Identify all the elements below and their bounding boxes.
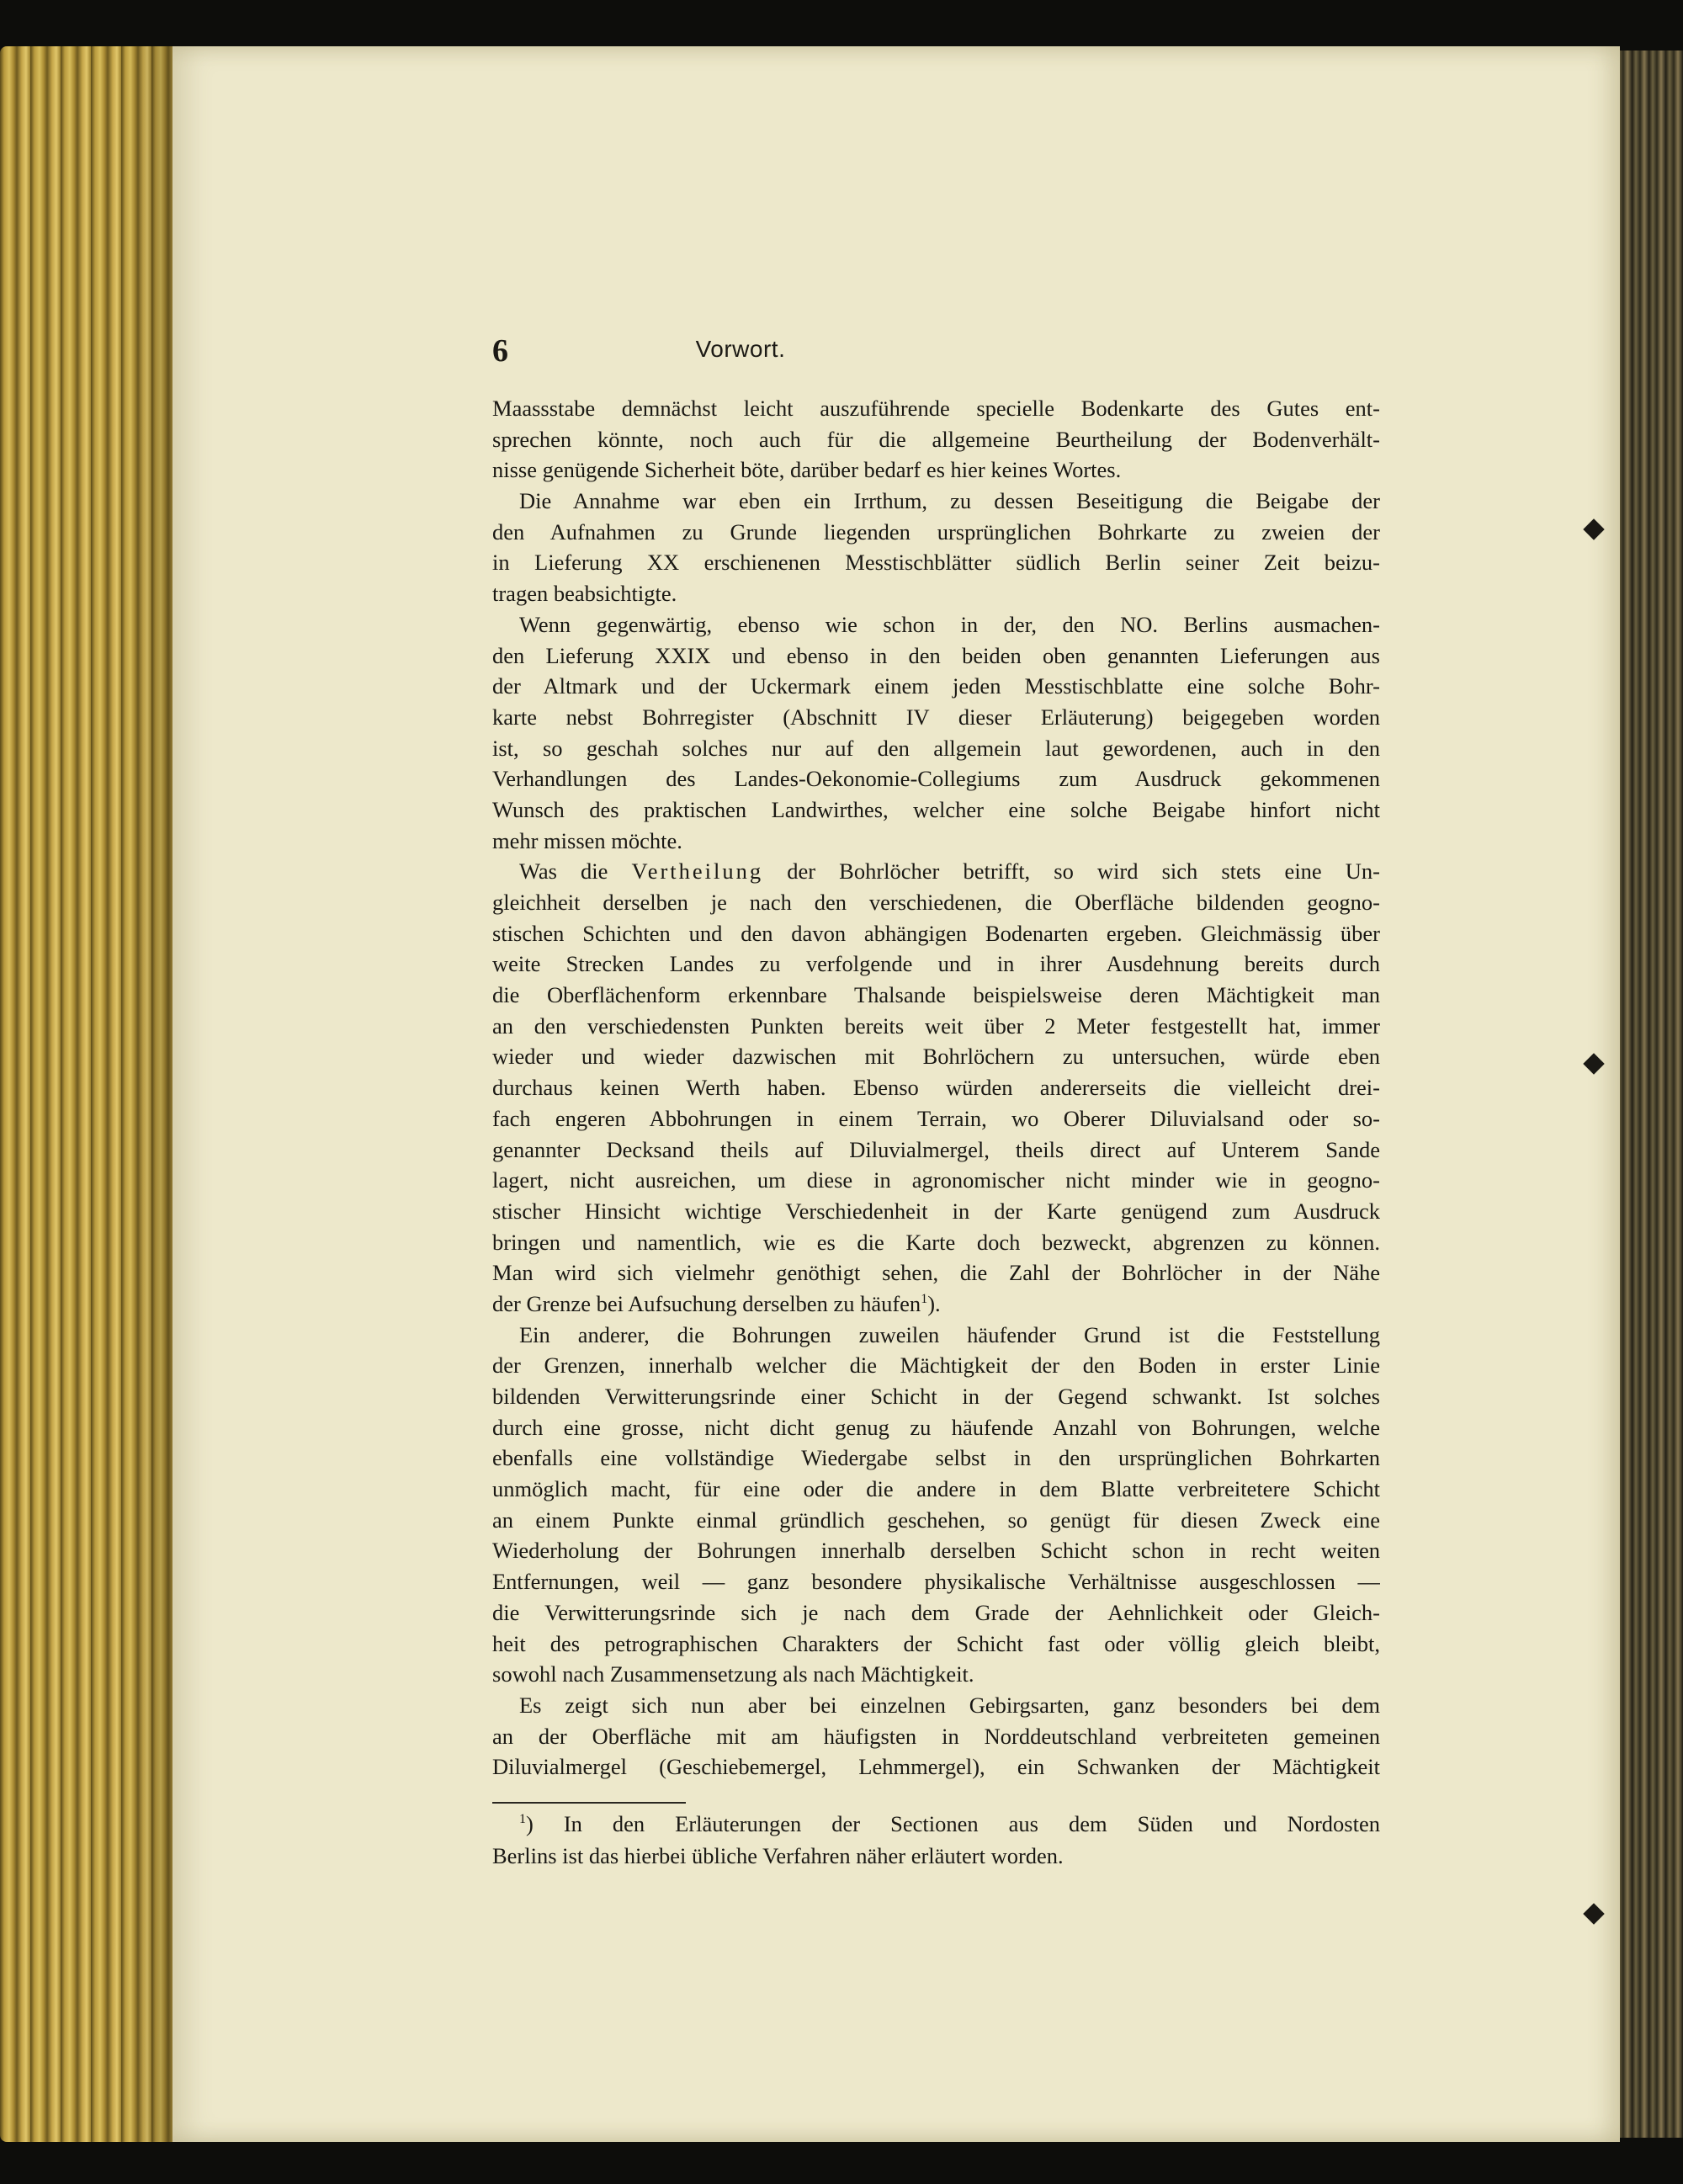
body-text	[492, 393, 1380, 1783]
footnote-line	[492, 1808, 1380, 1840]
text-line: der Grenzen, innerhalb welcher die Mächtigkeit der den Boden in erster Linie	[492, 1352, 1380, 1379]
text-line: an einem Punkte einmal gründlich geschehen, so genügt für diesen Zweck eine	[492, 1506, 1380, 1533]
text-line: nisse genügende Sicherheit böte, darüber bedarf es hier keines Wortes.	[492, 457, 1122, 483]
text-line: gleichheit derselben je nach den verschiedenen, die Oberfläche bildenden geogno-	[492, 890, 1380, 915]
footnote-marker: 1	[519, 1812, 526, 1826]
text-line: Wenn gegenwärtig, ebenso wie schon in der, den NO. Berlins ausmachen-	[519, 611, 1380, 637]
text-line: Entfernungen, weil — ganz besondere physikalische Verhältnisse ausgeschlossen —	[492, 1569, 1380, 1595]
running-title: Vorwort.	[695, 336, 786, 362]
text-line-closing: ).	[927, 1290, 941, 1316]
text-line: fach engeren Abbohrungen in einem Terrain, wo Oberer Diluvialsand oder so-	[492, 1105, 1380, 1131]
text-line: Maassstabe demnächst leicht auszuführende specielle Bodenkarte des Gutes ent-	[492, 396, 1380, 421]
text-line: unmöglich macht, für eine oder die andere in dem Blatte verbreitetere Schicht	[492, 1476, 1380, 1502]
text-line: ist, so geschah solches nur auf den allgemein laut gewordenen, auch in den	[492, 735, 1380, 761]
text-line: den Aufnahmen zu Grunde liegenden ursprünglichen Bohrkarte zu zweien der	[492, 518, 1380, 545]
text-line: Wunsch des praktischen Landwirthes, welcher eine solche Beigabe hinfort nicht	[492, 796, 1380, 822]
text-line: bringen und namentlich, wie es die Karte doch bezweckt, abgrenzen zu können.	[492, 1229, 1380, 1255]
text-line: lagert, nicht ausreichen, um diese in agronomischer nicht minder wie in geogno-	[492, 1167, 1380, 1193]
footnote-text: ) In den Erläuterungen der Sectionen aus dem Süden und Nordosten	[526, 1811, 1380, 1836]
text-line: durch eine grosse, nicht dicht genug zu häufende Anzahl von Bohrungen, welche	[492, 1414, 1380, 1440]
text-line: an den verschiedensten Punkten bereits weit über 2 Meter festgestellt hat, immer	[492, 1012, 1380, 1039]
text-line: durchaus keinen Werth haben. Ebenso würden andererseits die vielleicht drei-	[492, 1075, 1380, 1101]
text-line	[492, 1289, 1380, 1320]
text-line: der Altmark und der Uckermark einem jeden Messtischblatte eine solche Bohr-	[492, 673, 1380, 699]
text-line: sowohl nach Zusammensetzung als nach Mächtigkeit.	[492, 1661, 974, 1687]
footnote-separator	[492, 1802, 686, 1804]
text-line: Wiederholung der Bohrungen innerhalb derselben Schicht schon in recht weiten	[492, 1538, 1380, 1564]
footnote-reference: 1	[921, 1291, 928, 1306]
text-line: sprechen könnte, noch auch für die allgemeine Beurtheilung der Bodenverhält-	[492, 426, 1380, 452]
text-line: den Lieferung XXIX und ebenso in den beiden oben genannten Lieferungen aus	[492, 642, 1380, 668]
text-line: Was die Vertheilung der Bohrlöcher betrifft, so wird sich stets eine Un-	[519, 858, 1380, 885]
text-line: Man wird sich vielmehr genöthigt sehen, die Zahl der Bohrlöcher in der Nähe	[492, 1260, 1380, 1286]
text-line: genannter Decksand theils auf Diluvialmergel, theils direct auf Unterem Sande	[492, 1136, 1380, 1162]
text-line: bildenden Verwitterungsrinde einer Schicht in der Gegend schwankt. Ist solches	[492, 1384, 1380, 1409]
text-line: Die Annahme war eben ein Irrthum, zu dessen Beseitigung die Beigabe der	[519, 488, 1380, 514]
text-line: weite Strecken Landes zu verfolgende und in ihrer Ausdehnung bereits durch	[492, 951, 1380, 977]
text-line: die Oberflächenform erkennbare Thalsande beispielsweise deren Mächtigkeit man	[492, 982, 1380, 1008]
text-line: an der Oberfläche mit am häufigsten in Norddeutschland verbreiteten gemeinen	[492, 1723, 1380, 1749]
text-line: karte nebst Bohrregister (Abschnitt IV dieser Erläuterung) beigegeben worden	[492, 704, 1380, 730]
text-line: Es zeigt sich nun aber bei einzelnen Gebirgsarten, ganz besonders bei dem	[519, 1692, 1380, 1718]
text-line-content: der Grenze bei Aufsuchung derselben zu häufen	[492, 1290, 921, 1316]
text-line: die Verwitterungsrinde sich je nach dem Grade der Aehnlichkeit oder Gleich-	[492, 1599, 1380, 1625]
page-header	[492, 332, 989, 375]
text-line: Diluvialmergel (Geschiebemergel, Lehmmergel), ein Schwanken der Mächtigkeit	[492, 1754, 1380, 1780]
text-line: wieder und wieder dazwischen mit Bohrlöchern zu untersuchen, würde eben	[492, 1044, 1380, 1070]
page-number: 6	[492, 333, 508, 369]
text-line: ebenfalls eine vollständige Wiedergabe selbst in den ursprünglichen Bohrkarten	[492, 1445, 1380, 1471]
footnote	[492, 1808, 1380, 1872]
footnote-line: Berlins ist das hierbei übliche Verfahren näher erläutert worden.	[492, 1843, 1064, 1868]
text-line: in Lieferung XX erschienenen Messtischblätter südlich Berlin seiner Zeit beizu-	[492, 550, 1380, 576]
text-line: tragen beabsichtigte.	[492, 581, 677, 607]
text-line: Verhandlungen des Landes-Oekonomie-Collegiums zum Ausdruck gekommenen	[492, 766, 1380, 792]
text-line: mehr missen möchte.	[492, 827, 682, 853]
text-line: stischer Hinsicht wichtige Verschiedenheit in der Karte genügend zum Ausdruck	[492, 1198, 1380, 1224]
text-line: stischen Schichten und den davon abhängigen Bodenarten ergeben. Gleichmässig über	[492, 920, 1380, 946]
text-line: heit des petrographischen Charakters der Schicht fast oder völlig gleich bleibt,	[492, 1630, 1380, 1656]
emphasized-word: Vertheilung	[631, 858, 764, 885]
text-line: Ein anderer, die Bohrungen zuweilen häufender Grund ist die Feststellung	[519, 1321, 1380, 1347]
